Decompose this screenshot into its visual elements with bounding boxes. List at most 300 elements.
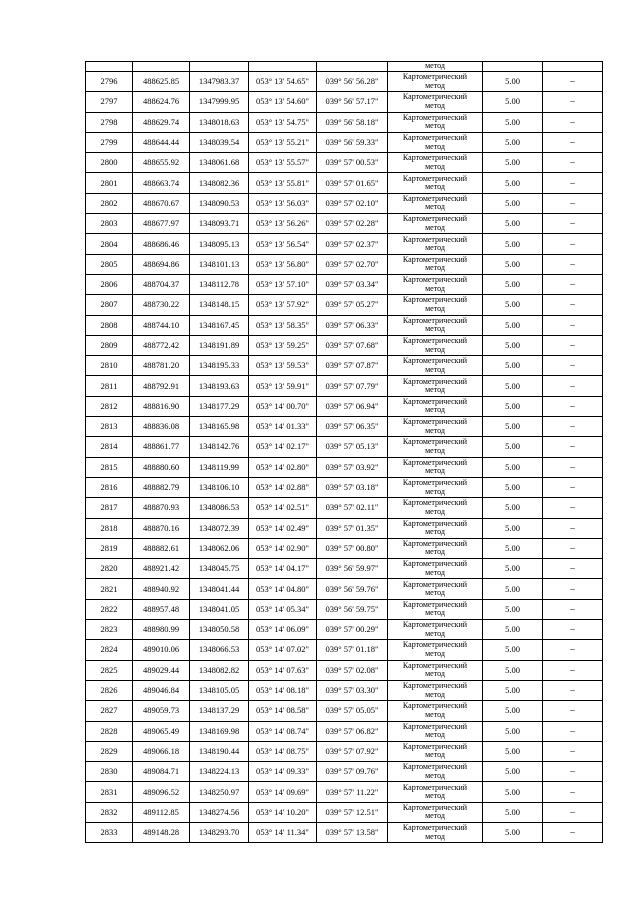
y-coordinate-cell: 1348112.78	[190, 274, 249, 294]
point-number-cell: 2825	[86, 660, 133, 680]
longitude-cell: 039° 56' 59.75"	[317, 599, 388, 619]
longitude-cell: 039° 57' 07.68"	[317, 335, 388, 355]
table-row	[86, 680, 603, 700]
latitude-cell: 053° 13' 54.60"	[249, 92, 317, 112]
accuracy-cell: 5.00	[483, 153, 543, 173]
method-line-2: метод	[425, 243, 445, 253]
x-coordinate-cell: 488836.08	[133, 417, 190, 437]
method-cell	[388, 234, 483, 254]
method-line-1: Картометрический	[402, 72, 468, 82]
accuracy-cell: 5.00	[483, 356, 543, 376]
method-cell	[388, 335, 483, 355]
latitude-cell: 053° 14' 02.51"	[249, 498, 317, 518]
y-coordinate-cell: 1348090.53	[190, 193, 249, 213]
table-row	[86, 72, 603, 92]
longitude-cell: 039° 57' 06.94"	[317, 396, 388, 416]
longitude-cell: 039° 57' 03.18"	[317, 477, 388, 497]
latitude-cell: 053° 13' 56.54"	[249, 234, 317, 254]
note-cell: –	[543, 457, 603, 477]
note-cell: –	[543, 173, 603, 193]
method-line-2: метод	[425, 486, 445, 496]
y-coordinate-cell: 1348177.29	[190, 396, 249, 416]
y-coordinate-cell: 1348045.75	[190, 559, 249, 579]
method-line-1: Картометрический	[402, 701, 468, 711]
longitude-cell: 039° 57' 05.13"	[317, 437, 388, 457]
method-line-1: Картометрический	[402, 599, 468, 609]
latitude-cell: 053° 13' 54.75"	[249, 112, 317, 132]
x-coordinate-cell: 488624.76	[133, 92, 190, 112]
method-cell	[388, 660, 483, 680]
point-number-cell: 2809	[86, 335, 133, 355]
y-coordinate-cell: 1348066.53	[190, 640, 249, 660]
latitude-cell: 053° 13' 56.03"	[249, 193, 317, 213]
y-coordinate-cell: 1348167.45	[190, 315, 249, 335]
method-line-1: Картометрический	[402, 376, 468, 386]
longitude-cell: 039° 57' 05.05"	[317, 701, 388, 721]
method-line-2: метод	[425, 628, 445, 638]
method-line-2: метод	[425, 385, 445, 395]
accuracy-cell: 5.00	[483, 92, 543, 112]
table-row	[86, 640, 603, 660]
point-number-cell: 2821	[86, 579, 133, 599]
method-cell	[388, 193, 483, 213]
longitude-cell: 039° 57' 01.65"	[317, 173, 388, 193]
accuracy-cell: 5.00	[483, 680, 543, 700]
accuracy-cell: 5.00	[483, 640, 543, 660]
point-number-cell: 2807	[86, 295, 133, 315]
table-row	[86, 254, 603, 274]
y-coordinate-cell: 1348095.13	[190, 234, 249, 254]
method-line-1: Картометрический	[402, 254, 468, 264]
longitude-cell: 039° 57' 02.08"	[317, 660, 388, 680]
table-row	[86, 376, 603, 396]
x-coordinate-cell: 488870.16	[133, 518, 190, 538]
method-line-1: Картометрический	[402, 295, 468, 305]
x-coordinate-cell: 488644.44	[133, 132, 190, 152]
accuracy-cell: 5.00	[483, 173, 543, 193]
y-coordinate-cell: 1348041.05	[190, 599, 249, 619]
longitude-cell: 039° 56' 57.17"	[317, 92, 388, 112]
table-row	[86, 660, 603, 680]
latitude-cell: 053° 14' 02.88"	[249, 477, 317, 497]
method-cell	[388, 274, 483, 294]
method-line-1: Картометрический	[402, 721, 468, 731]
longitude-cell: 039° 57' 01.35"	[317, 518, 388, 538]
point-number-cell: 2803	[86, 214, 133, 234]
x-coordinate-cell: 488677.97	[133, 214, 190, 234]
point-number-cell: 2829	[86, 741, 133, 761]
y-coordinate-cell: 1347983.37	[190, 72, 249, 92]
latitude-cell: 053° 13' 55.57"	[249, 153, 317, 173]
method-cell	[388, 72, 483, 92]
x-coordinate-cell: 488980.99	[133, 620, 190, 640]
method-line-1: Картометрический	[402, 173, 468, 183]
table-row	[86, 802, 603, 822]
note-cell: –	[543, 701, 603, 721]
table-row	[86, 396, 603, 416]
accuracy-cell: 5.00	[483, 112, 543, 132]
method-cell	[388, 518, 483, 538]
x-coordinate-cell: 488870.93	[133, 498, 190, 518]
latitude-cell: 053° 14' 02.90"	[249, 538, 317, 558]
point-number-cell: 2811	[86, 376, 133, 396]
method-line-2: метод	[425, 141, 445, 151]
y-coordinate-cell: 1348190.44	[190, 741, 249, 761]
point-number-cell: 2804	[86, 234, 133, 254]
y-coordinate-cell: 1348093.71	[190, 214, 249, 234]
accuracy-cell: 5.00	[483, 782, 543, 802]
method-line-2: метод	[425, 791, 445, 801]
y-coordinate-cell: 1348105.05	[190, 680, 249, 700]
latitude-cell: 053° 14' 11.34"	[249, 822, 317, 842]
y-coordinate-cell: 1348193.63	[190, 376, 249, 396]
point-number-cell: 2802	[86, 193, 133, 213]
latitude-cell: 053° 13' 57.10"	[249, 274, 317, 294]
method-line-1: Картометрический	[402, 741, 468, 751]
method-line-1: Картометрический	[402, 498, 468, 508]
table-row	[86, 782, 603, 802]
method-line-2: метод	[425, 364, 445, 374]
y-coordinate-cell: 1348119.99	[190, 457, 249, 477]
method-line-2: метод	[425, 689, 445, 699]
x-coordinate-cell: 489029.44	[133, 660, 190, 680]
point-number-cell: 2814	[86, 437, 133, 457]
table-row	[86, 132, 603, 152]
method-line-1: Картометрический	[402, 802, 468, 812]
x-coordinate-cell: 488663.74	[133, 173, 190, 193]
y-coordinate-cell: 1348274.56	[190, 802, 249, 822]
longitude-cell: 039° 57' 03.92"	[317, 457, 388, 477]
method-cell	[388, 477, 483, 497]
method-line-1: Картометрический	[402, 681, 468, 691]
x-coordinate-cell: 488772.42	[133, 335, 190, 355]
longitude-cell: 039° 57' 02.28"	[317, 214, 388, 234]
latitude-cell: 053° 13' 59.53"	[249, 356, 317, 376]
accuracy-cell: 5.00	[483, 437, 543, 457]
method-line-2: метод	[425, 445, 445, 455]
method-line-1: Картометрический	[402, 620, 468, 630]
method-line-2: метод	[425, 466, 445, 476]
x-coordinate-cell: 488694.86	[133, 254, 190, 274]
longitude-cell: 039° 57' 06.35"	[317, 417, 388, 437]
x-coordinate-cell: 489096.52	[133, 782, 190, 802]
x-coordinate-cell: 488670.67	[133, 193, 190, 213]
y-coordinate-cell: 1348250.97	[190, 782, 249, 802]
latitude-cell: 053° 13' 54.65"	[249, 72, 317, 92]
accuracy-cell: 5.00	[483, 234, 543, 254]
method-line-2: метод	[425, 405, 445, 415]
method-line-2: метод	[425, 222, 445, 232]
y-coordinate-cell: 1348018.63	[190, 112, 249, 132]
x-coordinate-cell: 488940.92	[133, 579, 190, 599]
table-row	[86, 112, 603, 132]
y-coordinate-cell: 1348169.98	[190, 721, 249, 741]
method-line-2: метод	[425, 324, 445, 334]
method-cell	[388, 295, 483, 315]
x-coordinate-cell: 488957.48	[133, 599, 190, 619]
latitude-cell: 053° 14' 05.34"	[249, 599, 317, 619]
method-line-2: метод	[425, 750, 445, 760]
y-coordinate-cell: 1348039.54	[190, 132, 249, 152]
accuracy-cell: 5.00	[483, 335, 543, 355]
table-row	[86, 518, 603, 538]
method-line-2: метод	[425, 730, 445, 740]
accuracy-cell: 5.00	[483, 620, 543, 640]
table-row	[86, 701, 603, 721]
note-cell: –	[543, 274, 603, 294]
method-line-2: метод	[425, 608, 445, 618]
longitude-cell: 039° 57' 02.70"	[317, 254, 388, 274]
method-line-1: Картометрический	[402, 823, 468, 833]
method-cell	[388, 559, 483, 579]
point-number-cell: 2822	[86, 599, 133, 619]
y-coordinate-cell: 1348142.76	[190, 437, 249, 457]
longitude-cell: 039° 57' 07.92"	[317, 741, 388, 761]
note-cell: –	[543, 599, 603, 619]
longitude-cell: 039° 57' 00.80"	[317, 538, 388, 558]
point-number-cell: 2808	[86, 315, 133, 335]
method-line-1: Картометрический	[402, 559, 468, 569]
table-row	[86, 437, 603, 457]
x-coordinate-cell: 489148.28	[133, 822, 190, 842]
longitude-cell: 039° 56' 58.18"	[317, 112, 388, 132]
method-line-1: Картометрический	[402, 234, 468, 244]
latitude-cell: 053° 14' 07.63"	[249, 660, 317, 680]
method-line-2: метод	[425, 121, 445, 131]
accuracy-cell: 5.00	[483, 559, 543, 579]
latitude-cell: 053° 13' 56.26"	[249, 214, 317, 234]
method-line-2: метод	[425, 100, 445, 110]
method-line-2: метод	[425, 263, 445, 273]
latitude-cell: 053° 14' 08.58"	[249, 701, 317, 721]
x-coordinate-cell: 488880.60	[133, 457, 190, 477]
accuracy-cell: 5.00	[483, 254, 543, 274]
x-coordinate-cell: 488704.37	[133, 274, 190, 294]
x-coordinate-cell: 489059.73	[133, 701, 190, 721]
method-line-2: метод	[425, 527, 445, 537]
note-cell: –	[543, 132, 603, 152]
accuracy-cell: 5.00	[483, 396, 543, 416]
accuracy-cell: 5.00	[483, 660, 543, 680]
latitude-cell: 053° 14' 04.17"	[249, 559, 317, 579]
x-coordinate-cell: 488629.74	[133, 112, 190, 132]
point-number-cell: 2798	[86, 112, 133, 132]
latitude-cell: 053° 14' 04.80"	[249, 579, 317, 599]
method-cell	[388, 153, 483, 173]
table-row	[86, 173, 603, 193]
latitude-cell: 053° 13' 59.25"	[249, 335, 317, 355]
method-line-2: метод	[425, 811, 445, 821]
longitude-cell: 039° 57' 01.18"	[317, 640, 388, 660]
x-coordinate-cell: 488686.46	[133, 234, 190, 254]
table-row	[86, 822, 603, 842]
method-cell	[388, 437, 483, 457]
table-row	[86, 214, 603, 234]
note-cell: –	[543, 193, 603, 213]
x-coordinate-cell: 489065.49	[133, 721, 190, 741]
latitude-cell: 053° 13' 55.81"	[249, 173, 317, 193]
longitude-cell: 039° 57' 13.58"	[317, 822, 388, 842]
coordinates-table-page	[85, 61, 602, 843]
table-row	[86, 92, 603, 112]
accuracy-cell: 5.00	[483, 295, 543, 315]
table-body	[86, 62, 603, 843]
note-cell: –	[543, 518, 603, 538]
note-cell: –	[543, 559, 603, 579]
longitude-cell: 039° 57' 02.37"	[317, 234, 388, 254]
point-number-cell: 2824	[86, 640, 133, 660]
point-number-cell: 2801	[86, 173, 133, 193]
y-coordinate-cell: 1348106.10	[190, 477, 249, 497]
latitude-cell: 053° 13' 57.92"	[249, 295, 317, 315]
method-line-2: метод	[425, 506, 445, 516]
table-row	[86, 579, 603, 599]
x-coordinate-cell: 488744.10	[133, 315, 190, 335]
note-cell: –	[543, 640, 603, 660]
latitude-cell: 053° 14' 09.33"	[249, 762, 317, 782]
table-row	[86, 620, 603, 640]
longitude-cell: 039° 56' 56.28"	[317, 72, 388, 92]
point-number-cell: 2820	[86, 559, 133, 579]
table-row	[86, 356, 603, 376]
method-line-2: метод	[425, 344, 445, 354]
point-number-cell: 2796	[86, 72, 133, 92]
method-line-2: метод	[425, 283, 445, 293]
method-cell	[388, 92, 483, 112]
y-coordinate-cell: 1348148.15	[190, 295, 249, 315]
method-line-1: Картометрический	[402, 437, 468, 447]
table-row	[86, 721, 603, 741]
method-line-1: Картометрический	[402, 782, 468, 792]
latitude-cell: 053° 14' 08.75"	[249, 741, 317, 761]
table-row	[86, 498, 603, 518]
point-number-cell: 2817	[86, 498, 133, 518]
x-coordinate-cell: 488781.20	[133, 356, 190, 376]
y-coordinate-cell: 1348101.13	[190, 254, 249, 274]
y-coordinate-cell: 1348082.82	[190, 660, 249, 680]
x-coordinate-cell: 488730.22	[133, 295, 190, 315]
method-cell	[388, 701, 483, 721]
table-row	[86, 234, 603, 254]
method-cell	[388, 315, 483, 335]
method-line-2: метод	[425, 80, 445, 90]
accuracy-cell: 5.00	[483, 701, 543, 721]
table-row	[86, 315, 603, 335]
y-coordinate-cell: 1348195.33	[190, 356, 249, 376]
method-line-2: метод	[425, 669, 445, 679]
note-cell: –	[543, 214, 603, 234]
x-coordinate-cell: 489066.18	[133, 741, 190, 761]
x-coordinate-cell: 489010.06	[133, 640, 190, 660]
method-cell	[388, 417, 483, 437]
table-row	[86, 741, 603, 761]
method-cell	[388, 457, 483, 477]
point-number-cell: 2833	[86, 822, 133, 842]
method-cell	[388, 254, 483, 274]
method-cell	[388, 680, 483, 700]
point-number-cell: 2823	[86, 620, 133, 640]
y-coordinate-cell: 1348224.13	[190, 762, 249, 782]
method-cell	[388, 112, 483, 132]
point-number-cell: 2828	[86, 721, 133, 741]
method-line-1: Картометрический	[402, 660, 468, 670]
latitude-cell: 053° 14' 01.33"	[249, 417, 317, 437]
note-cell: –	[543, 538, 603, 558]
method-cell	[388, 822, 483, 842]
table-row	[86, 559, 603, 579]
note-cell: –	[543, 822, 603, 842]
y-coordinate-cell: 1347999.95	[190, 92, 249, 112]
x-coordinate-cell: 488921.42	[133, 559, 190, 579]
longitude-cell: 039° 57' 03.34"	[317, 274, 388, 294]
method-line-1: Картометрический	[402, 640, 468, 650]
latitude-cell: 053° 14' 02.17"	[249, 437, 317, 457]
longitude-cell: 039° 57' 11.22"	[317, 782, 388, 802]
note-cell: –	[543, 112, 603, 132]
accuracy-cell: 5.00	[483, 741, 543, 761]
method-line-1: Картометрический	[402, 356, 468, 366]
latitude-cell: 053° 14' 06.09"	[249, 620, 317, 640]
method-cell	[388, 802, 483, 822]
longitude-cell: 039° 57' 02.10"	[317, 193, 388, 213]
point-number-cell: 2815	[86, 457, 133, 477]
method-cell	[388, 498, 483, 518]
method-cell	[388, 579, 483, 599]
longitude-cell: 039° 57' 09.76"	[317, 762, 388, 782]
latitude-cell: 053° 13' 58.35"	[249, 315, 317, 335]
y-coordinate-cell: 1348086.53	[190, 498, 249, 518]
latitude-cell: 053° 14' 07.02"	[249, 640, 317, 660]
method-line-1: Картометрический	[402, 153, 468, 163]
note-cell: –	[543, 376, 603, 396]
accuracy-cell: 5.00	[483, 762, 543, 782]
y-coordinate-cell: 1348061.68	[190, 153, 249, 173]
method-line-1: Картометрический	[402, 538, 468, 548]
accuracy-cell: 5.00	[483, 538, 543, 558]
longitude-cell: 039° 57' 07.87"	[317, 356, 388, 376]
method-cell	[388, 620, 483, 640]
table-row	[86, 335, 603, 355]
note-cell: –	[543, 153, 603, 173]
method-cell	[388, 721, 483, 741]
note-cell: –	[543, 437, 603, 457]
accuracy-cell: 5.00	[483, 417, 543, 437]
method-line-1: Картометрический	[402, 478, 468, 488]
longitude-cell: 039° 56' 59.33"	[317, 132, 388, 152]
note-cell: –	[543, 620, 603, 640]
table-row	[86, 477, 603, 497]
table-row	[86, 457, 603, 477]
table-row	[86, 295, 603, 315]
x-coordinate-cell: 489084.71	[133, 762, 190, 782]
method-cell	[388, 538, 483, 558]
method-line-1: Картометрический	[402, 275, 468, 285]
latitude-cell: 053° 14' 08.18"	[249, 680, 317, 700]
accuracy-cell: 5.00	[483, 315, 543, 335]
y-coordinate-cell: 1348072.39	[190, 518, 249, 538]
point-number-cell: 2818	[86, 518, 133, 538]
note-cell: –	[543, 295, 603, 315]
note-cell: –	[543, 72, 603, 92]
note-cell: –	[543, 234, 603, 254]
method-line-2: метод	[425, 567, 445, 577]
method-line-2: метод	[425, 547, 445, 557]
note-cell: –	[543, 417, 603, 437]
latitude-cell: 053° 14' 10.20"	[249, 802, 317, 822]
accuracy-cell: 5.00	[483, 498, 543, 518]
method-line-2: метод	[425, 770, 445, 780]
method-line-1: Картометрический	[402, 315, 468, 325]
